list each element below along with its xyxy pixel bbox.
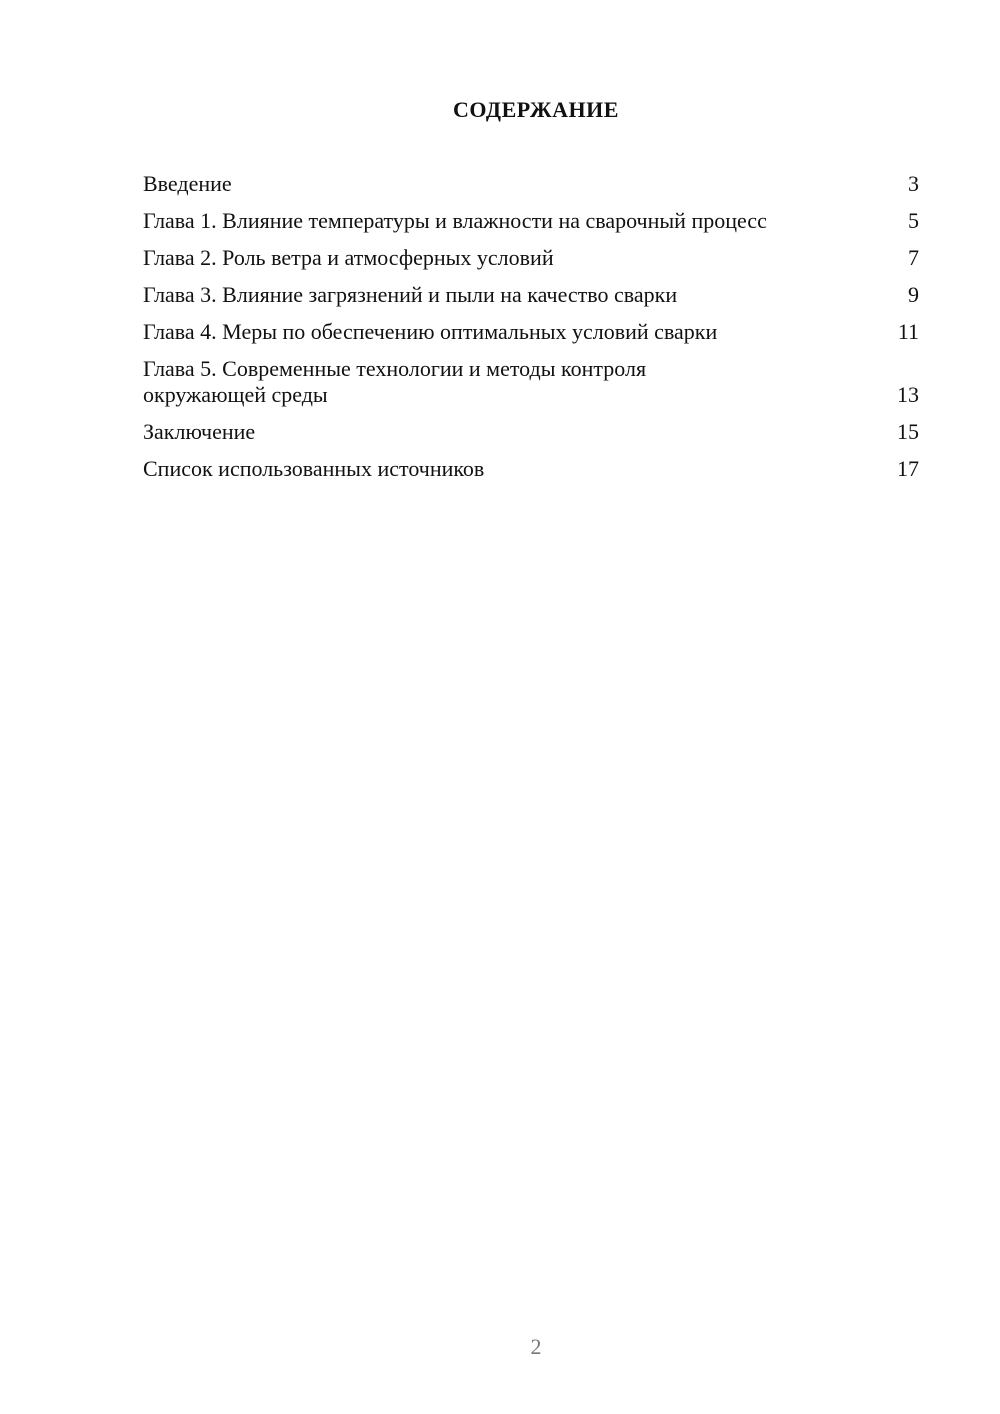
toc-entry [143,208,919,234]
toc-entry-title: Глава 5. Современные технологии и методы контроля окружающей среды [143,356,647,407]
toc-entry [143,419,919,445]
toc-entry-title: Глава 2. Роль ветра и атмосферных условий [143,245,554,270]
toc-entry-page: 15 [897,419,919,444]
toc-entry [143,171,919,197]
toc-entry-title: Глава 1. Влияние температуры и влажности на сварочный процесс [143,208,767,233]
toc-entry-title: Глава 3. Влияние загрязнений и пыли на качество сварки [143,282,678,307]
toc-entry [143,456,919,482]
toc-entry-title: Заключение [143,419,256,444]
toc-entry-page: 5 [908,208,919,233]
toc-entry-page: 7 [908,245,919,270]
toc-entry-page: 9 [908,282,919,307]
page-number: 2 [530,1334,542,1359]
table-of-contents [143,171,919,493]
toc-entry-page: 3 [908,171,919,196]
toc-entry-page: 17 [897,456,919,481]
toc-entry-title: Глава 4. Меры по обеспечению оптимальных условий сварки [143,319,718,344]
toc-entry-title: Список использованных источников [143,456,485,481]
toc-entry [143,282,919,308]
page-title: СОДЕРЖАНИЕ [453,97,619,122]
toc-entry [143,245,919,271]
toc-entry [143,356,919,408]
toc-entry-title: Введение [143,171,232,196]
toc-entry [143,319,919,345]
toc-entry-page: 13 [897,382,919,407]
toc-entry-page: 11 [897,319,919,344]
